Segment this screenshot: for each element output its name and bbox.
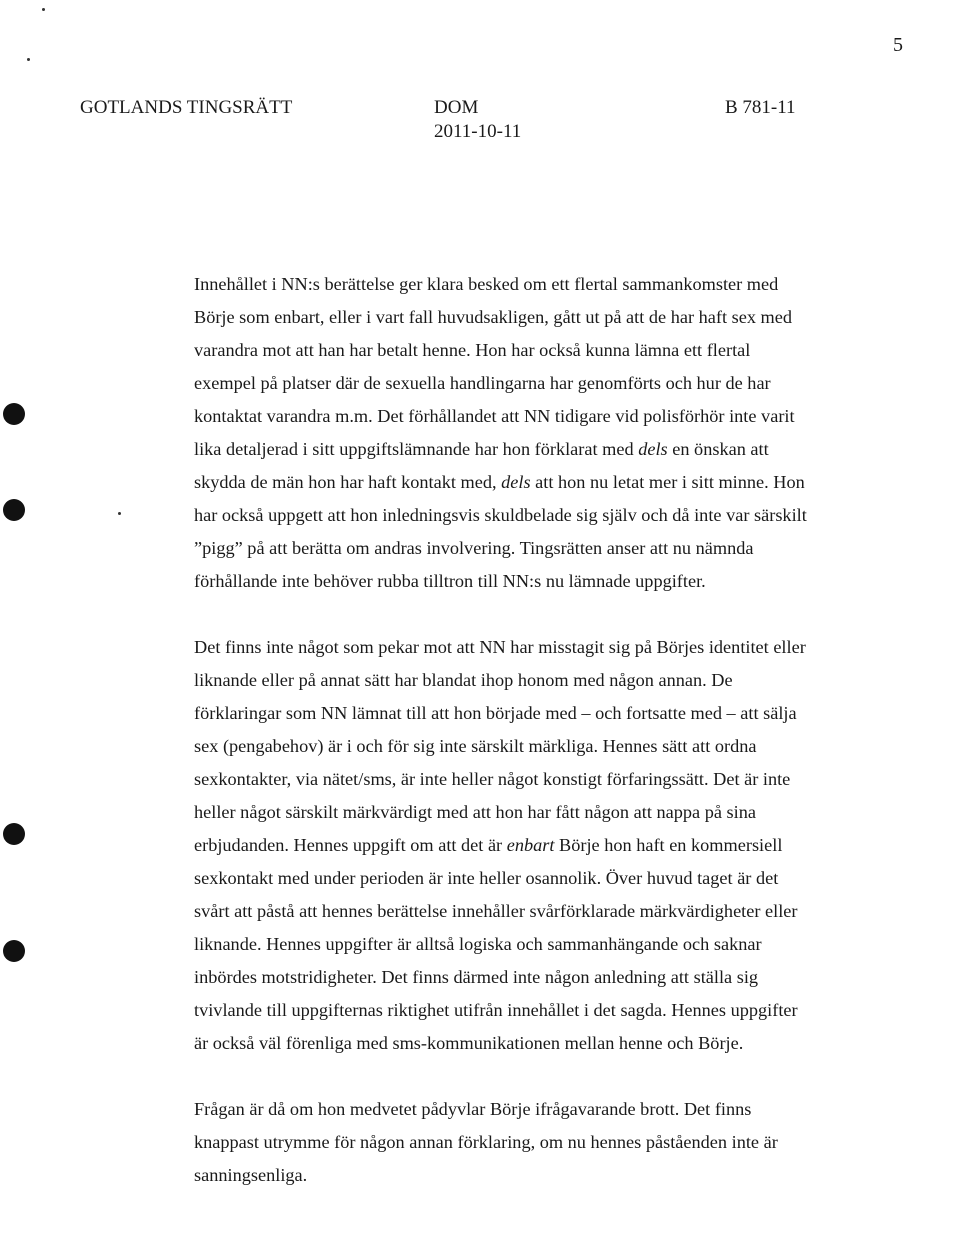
text-run: Frågan är då om hon medvetet pådyvlar Börje ifrågavarande brott. Det finns	[194, 1099, 752, 1119]
punch-hole-mark	[3, 499, 25, 521]
court-name: GOTLANDS TINGSRÄTT	[80, 97, 293, 118]
text-run: sexkontakt med under perioden är inte heller osannolik. Över huvud taget är det	[194, 868, 779, 888]
scan-speck	[27, 58, 30, 61]
text-line	[194, 301, 854, 334]
text-line	[194, 1027, 854, 1060]
text-line	[194, 895, 854, 928]
text-line	[194, 565, 854, 598]
document-type: DOM	[434, 97, 479, 118]
emphasized-word: dels	[638, 439, 668, 459]
text-line	[194, 994, 854, 1027]
text-run: liknande. Hennes uppgifter är alltså logiska och sammanhängande och saknar	[194, 934, 762, 954]
document-body	[194, 268, 854, 1192]
text-run: inbördes motstridigheter. Det finns därmed inte någon anledning att ställa sig	[194, 967, 759, 987]
text-line	[194, 928, 854, 961]
text-line	[194, 697, 854, 730]
text-line	[194, 466, 854, 499]
text-run: svårt att påstå att hennes berättelse innehåller svårförklarade märkvärdigheter eller	[194, 901, 798, 921]
text-run: Börje hon haft en kommersiell	[554, 835, 783, 855]
case-number: B 781-11	[725, 97, 796, 118]
page-number: 5	[893, 34, 903, 56]
text-line	[194, 631, 854, 664]
text-line	[194, 664, 854, 697]
text-run: heller något särskilt märkvärdigt med att hon har fått någon att nappa på sina	[194, 802, 756, 822]
paragraph-gap	[194, 1060, 854, 1093]
paragraph-gap	[194, 598, 854, 631]
text-run: Det finns inte något som pekar mot att NN har misstagit sig på Börjes identitet eller	[194, 637, 806, 657]
text-run: exempel på platser där de sexuella handlingarna har genomförts och hur de har	[194, 373, 771, 393]
text-run: förhållande inte behöver rubba tilltron till NN:s nu lämnade uppgifter.	[194, 571, 706, 591]
punch-hole-mark	[3, 823, 25, 845]
text-run: förklaringar som NN lämnat till att hon började med – och fortsatte med – att sälja	[194, 703, 797, 723]
text-line	[194, 367, 854, 400]
emphasized-word: enbart	[506, 835, 555, 855]
scan-speck	[118, 512, 121, 515]
text-line	[194, 730, 854, 763]
emphasized-word: dels	[501, 472, 531, 492]
text-line	[194, 268, 854, 301]
text-line	[194, 961, 854, 994]
text-run: lika detaljerad i sitt uppgiftslämnande har hon förklarat med	[194, 439, 639, 459]
text-line	[194, 1126, 854, 1159]
scan-speck	[42, 8, 45, 11]
text-run: en önskan att	[667, 439, 769, 459]
text-run: knappast utrymme för någon annan förklaring, om nu hennes påståenden inte är	[194, 1132, 778, 1152]
text-run: varandra mot att han har betalt henne. Hon har också kunna lämna ett flertal	[194, 340, 751, 360]
text-run: kontaktat varandra m.m. Det förhållandet att NN tidigare vid polisförhör inte varit	[194, 406, 795, 426]
text-line	[194, 433, 854, 466]
document-date: 2011-10-11	[434, 121, 522, 142]
text-line	[194, 1159, 854, 1192]
text-run: är också väl förenliga med sms-kommunikationen mellan henne och Börje.	[194, 1033, 744, 1053]
punch-hole-mark	[3, 403, 25, 425]
text-run: att hon nu letat mer i sitt minne. Hon	[530, 472, 805, 492]
text-run: ”pigg” på att berätta om andras involvering. Tingsrätten anser att nu nämnda	[194, 538, 754, 558]
text-line	[194, 763, 854, 796]
text-line	[194, 334, 854, 367]
text-line	[194, 829, 854, 862]
text-run: liknande eller på annat sätt har blandat ihop honom med någon annan. De	[194, 670, 733, 690]
text-run: tvivlande till uppgifternas riktighet utifrån innehållet i det sagda. Hennes uppgifter	[194, 1000, 798, 1020]
text-line	[194, 862, 854, 895]
text-line	[194, 499, 854, 532]
document-header	[80, 97, 800, 147]
text-line	[194, 400, 854, 433]
text-line	[194, 532, 854, 565]
text-line	[194, 1093, 854, 1126]
text-run: har också uppgett att hon inledningsvis skuldbelade sig själv och då inte var särskilt	[194, 505, 807, 525]
text-run: skydda de män hon har haft kontakt med,	[194, 472, 502, 492]
text-line	[194, 796, 854, 829]
text-run: sexkontakter, via nätet/sms, är inte heller något konstigt förfaringssätt. Det är inte	[194, 769, 791, 789]
text-run: sex (pengabehov) är i och för sig inte särskilt märkliga. Hennes sätt att ordna	[194, 736, 757, 756]
text-run: sanningsenliga.	[194, 1165, 308, 1185]
text-run: Innehållet i NN:s berättelse ger klara besked om ett flertal sammankomster med	[194, 274, 779, 294]
text-run: Börje som enbart, eller i vart fall huvudsakligen, gått ut på att de har haft sex med	[194, 307, 793, 327]
text-run: erbjudanden. Hennes uppgift om att det är	[194, 835, 507, 855]
punch-hole-mark	[3, 940, 25, 962]
